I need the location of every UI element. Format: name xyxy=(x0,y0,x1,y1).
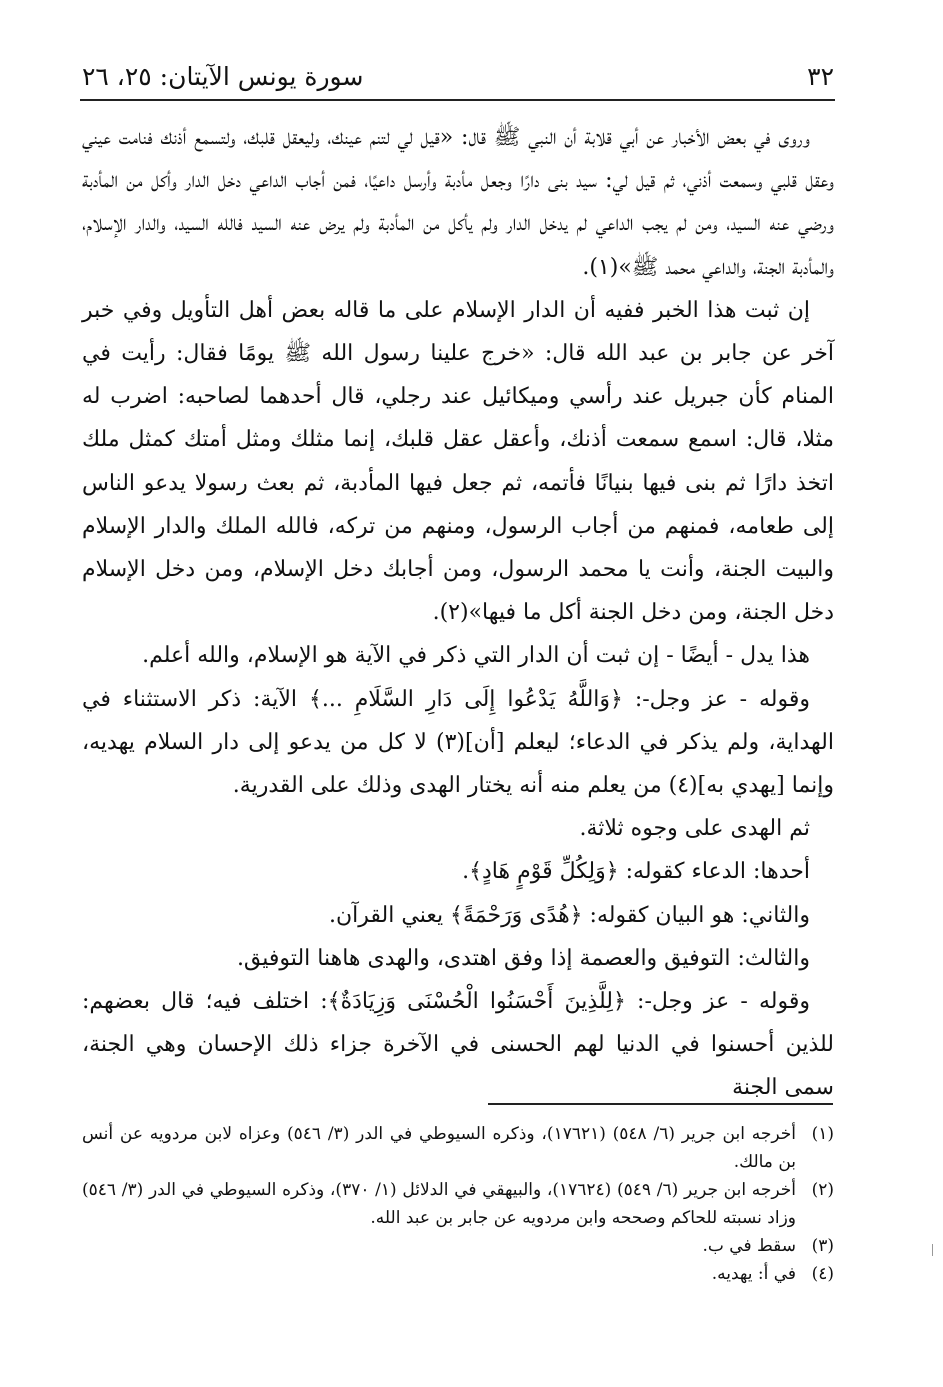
footnotes xyxy=(82,1120,834,1288)
paragraph-8: والثالث: التوفيق والعصمة إذا وفق اهتدى، والهدى هاهنا التوفيق. xyxy=(236,945,810,971)
footnote-3 xyxy=(82,1232,834,1260)
paragraph-9: وقوله - عز وجل-: ﴿لِلَّذِينَ أَحْسَنُوا الْحُسْنَى وَزِيَادَةٌ﴾: اختلف فيه؛ قال بعضهم: للذين أحسنوا في الدنيا لهم الحسنى في الآخرة جزاء ذلك الإحسان وهي الجنة، سمى الجنة xyxy=(82,989,834,1101)
paragraph-3: هذا يدل - أيضًا - إن ثبت أن الدار التي ذكر في الآية هو الإسلام، والله أعلم. xyxy=(142,643,810,669)
paragraph-7: والثاني: هو البيان كقوله: ﴿هُدًى وَرَحْمَةً﴾ يعني القرآن. xyxy=(329,902,810,928)
footnote-number: (١) xyxy=(811,1124,834,1144)
running-title: سورة يونس الآيتان: ٢٥، ٢٦ xyxy=(82,61,364,91)
paragraph-6: أحدها: الدعاء كقوله: ﴿وَلِكُلِّ قَوْمٍ هَادٍ﴾. xyxy=(462,859,810,885)
footnote-text: أخرجه ابن جرير (٦/ ٥٤٩) (١٧٦٢٤)، والبيهقي في الدلائل (١/ ٣٧٠)، وذكره السيوطي في الدر (٣/ ٥٤٦) وزاد نسبته للحاكم وصححه وابن مردويه عن جابر بن عبد الله. xyxy=(82,1180,796,1228)
footnote-1 xyxy=(82,1120,834,1176)
footnote-number: (٣) xyxy=(811,1236,834,1256)
footnote-number: (٢) xyxy=(811,1180,834,1200)
paragraph-1: وروى في بعض الأخبار عن أبي قلابة أن النبي ﷺ قال: «قيل لي لتنم عينك، وليعقل قلبك، ولتسمع أذنك فنامت عيني وعقل قلبي وسمعت أذني، ثم قيل لي: سيد بنى دارًا وجعل مأدبة وأرسل داعيًا، فمن أجاب الداعي دخل الدار وأكل من المأدبة ورضي عنه السيد، ومن لم يجب الداعي لم يدخل الدار ولم يأكل من المأدبة ولم يرض عنه السيد فالله السيد، والدار الإسلام، والمأدبة الجنة، والداعي محمد ﷺ»(١). xyxy=(82,125,834,280)
footnote-4 xyxy=(82,1260,834,1288)
footnote-text: سقط في ب. xyxy=(702,1236,796,1256)
footnote-text: أخرجه ابن جرير (٦/ ٥٤٨) (١٧٦٢١)، وذكره السيوطي في الدر (٣/ ٥٤٦) وعزاه لابن مردويه عن أنس بن مالك. xyxy=(82,1124,796,1172)
page-number: ٣٢ xyxy=(807,61,834,91)
paragraph-2: إن ثبت هذا الخبر ففيه أن الدار الإسلام على ما قاله بعض أهل التأويل وفي خبر آخر عن جابر بن عبد الله قال: «خرج علينا رسول الله ﷺ يومًا فقال: رأيت في المنام كأن جبريل عند رأسي وميكائيل عند رجلي، قال أحدهما لصاحبه: اضرب له مثلا، قال: اسمع سمعت أذنك، وأعقل عقل قلبك، إنما مثلك ومثل أمتك كمثل ملك اتخذ دارًا ثم بنى فيها بنيانًا فأتمه، ثم جعل فيها المأدبة، ثم بعث رسولا يدعو الناس إلى طعامه، فمنهم من أجاب الرسول، ومنهم من تركه، فالله الملك والدار الإسلام والبيت الجنة، وأنت يا محمد الرسول، ومن أجابك دخل الإسلام، ومن دخل الإسلام دخل الجنة، ومن دخل الجنة أكل ما فيها»(٢). xyxy=(82,297,834,626)
paragraph-5: ثم الهدى على وجوه ثلاثة. xyxy=(579,816,810,842)
scan-artifact xyxy=(932,1244,933,1256)
footnote-divider xyxy=(488,1103,833,1105)
footnote-text: في أ: يهديه. xyxy=(711,1264,796,1284)
header-divider xyxy=(80,99,835,101)
paragraph-4: وقوله - عز وجل-: ﴿وَاللَّهُ يَدْعُوا إِلَى دَارِ السَّلَامِ ...﴾ الآية: ذكر الاستثناء في الهداية، ولم يذكر في الدعاء؛ ليعلم [أن](٣) لا كل من يدعو إلى دار السلام يهديه، وإنما [يهدي به](٤) من يعلم منه أنه يختار الهدى وذلك على القدرية. xyxy=(82,686,835,799)
footnote-2 xyxy=(82,1176,834,1232)
main-text xyxy=(82,116,834,1110)
page-header xyxy=(82,56,834,96)
footnote-number: (٤) xyxy=(811,1264,834,1284)
